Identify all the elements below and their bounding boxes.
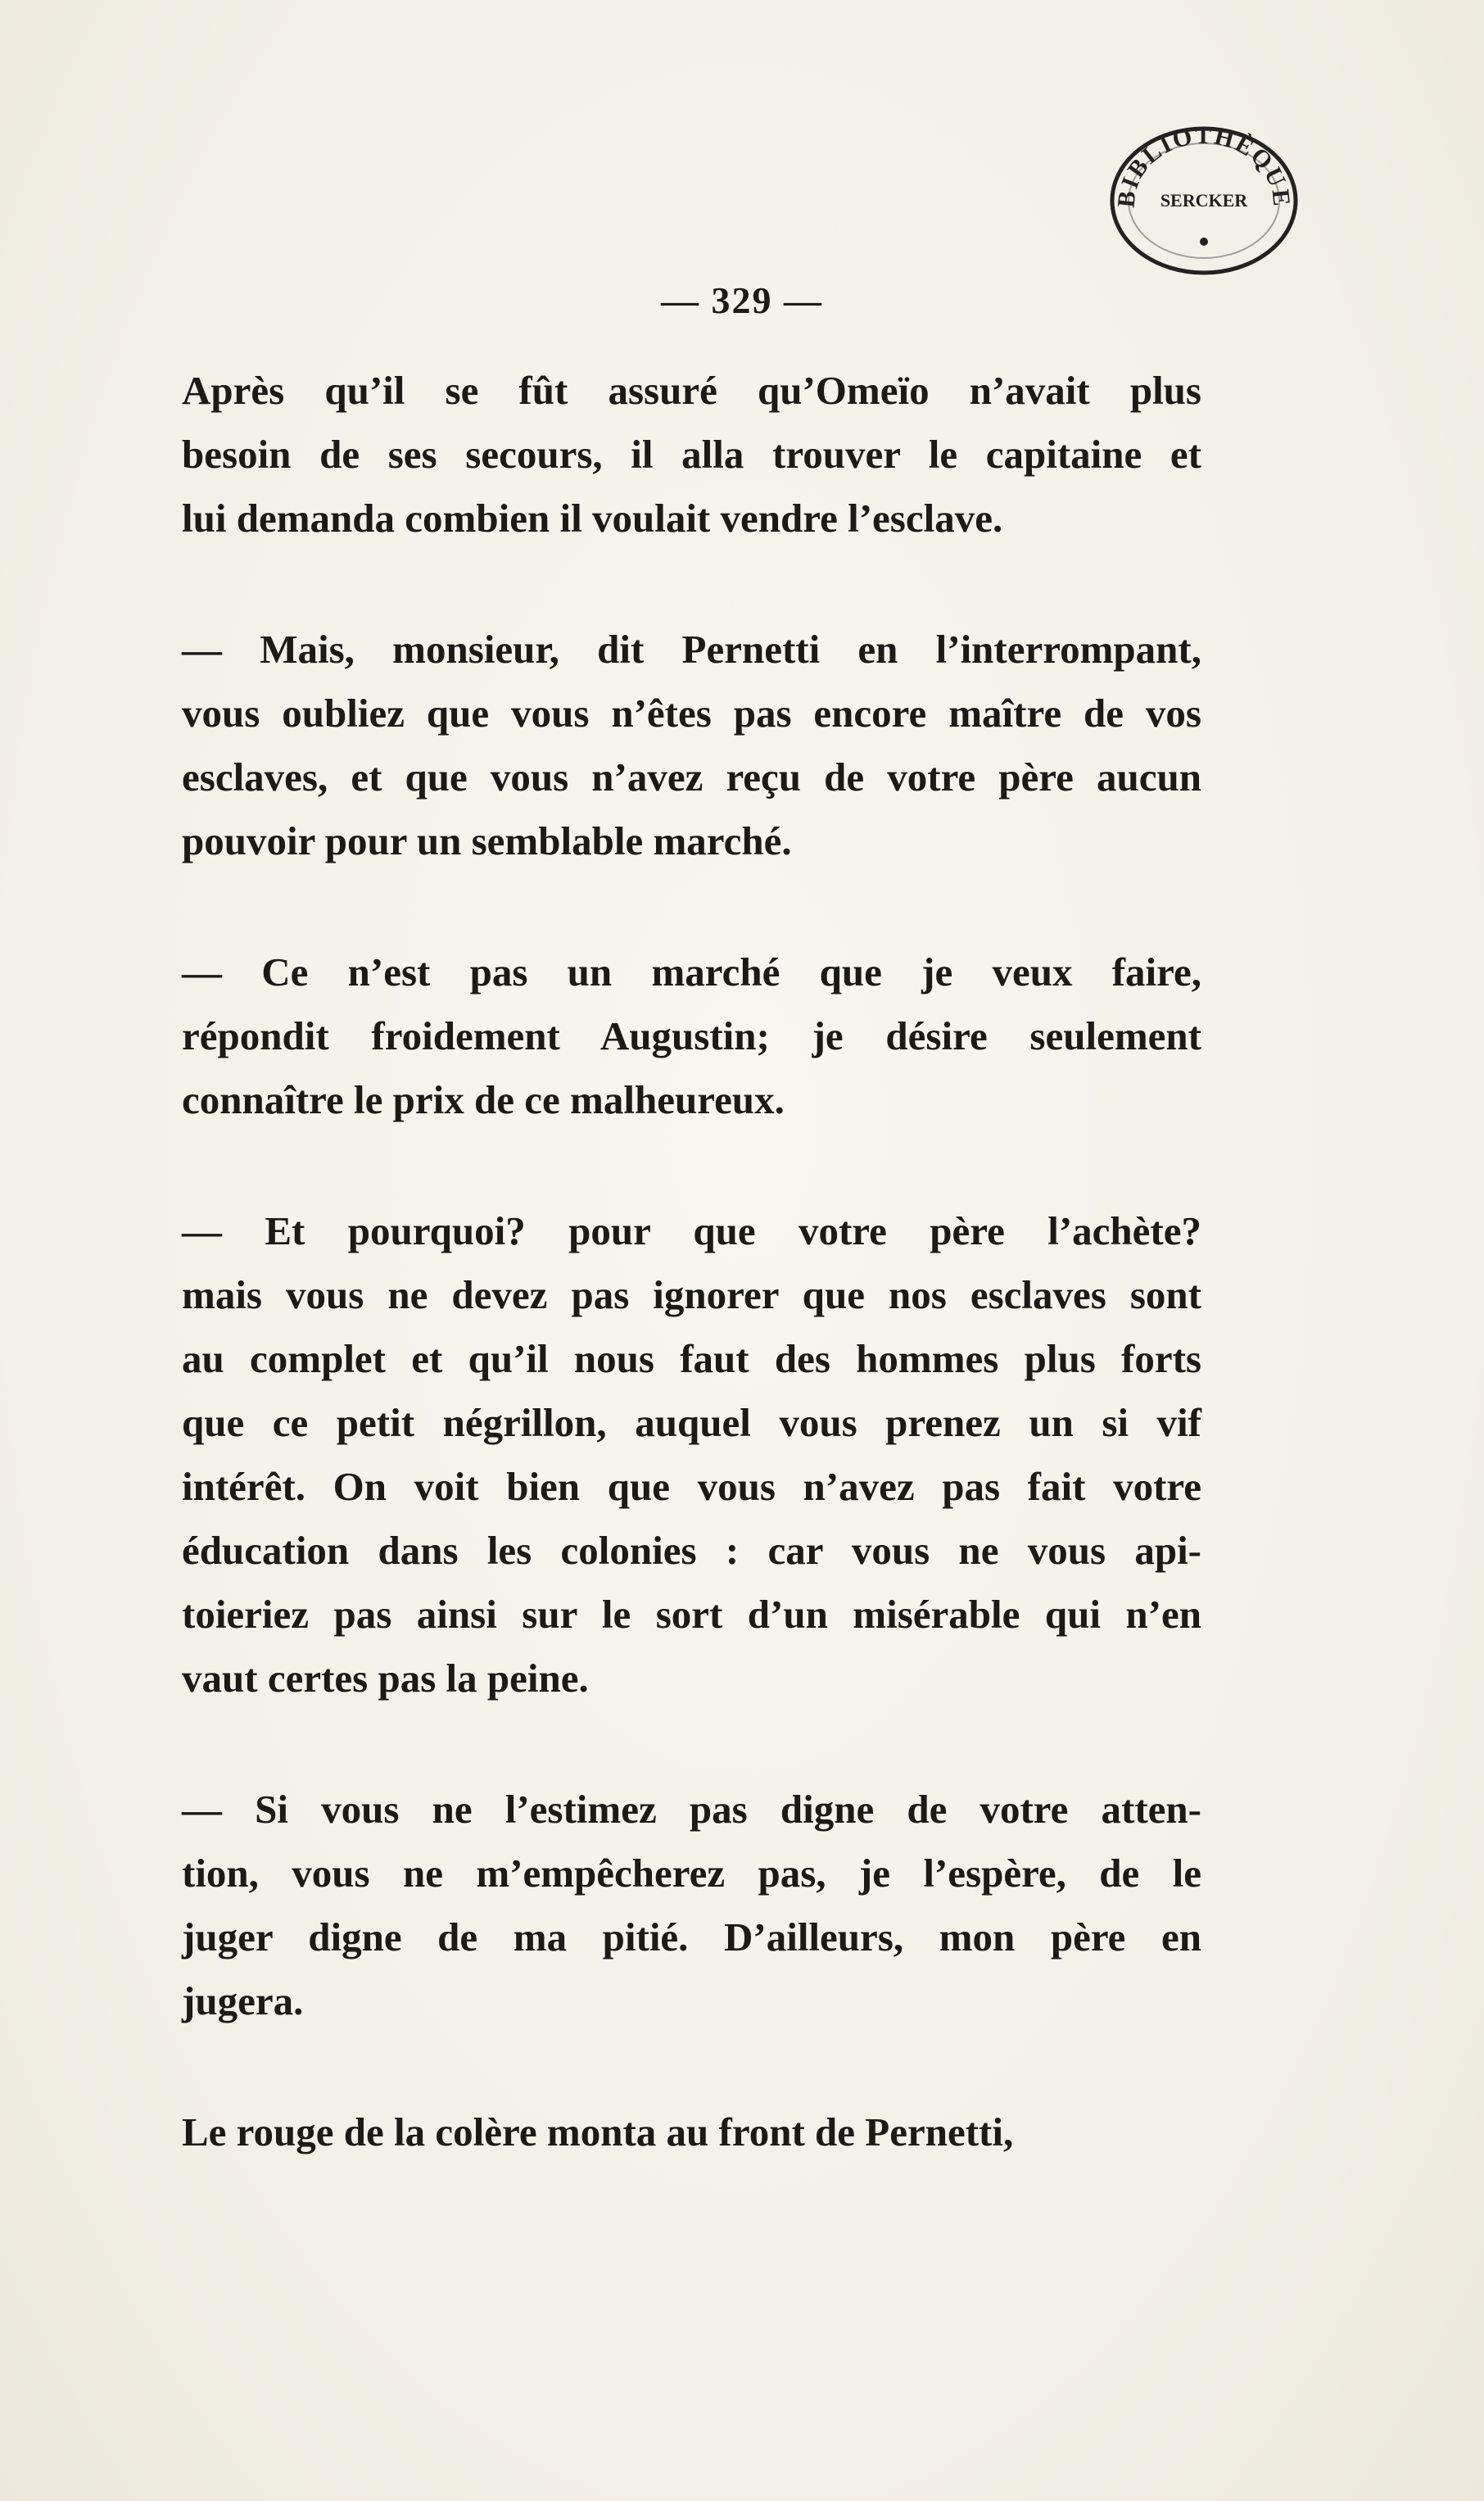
text-line: esclaves, et que vous n’avez reçu de votre père aucun bbox=[182, 754, 1201, 800]
text-line: — Si vous ne l’estimez pas digne de votre atten- bbox=[182, 1787, 1201, 1832]
page-body bbox=[124, 359, 1201, 2164]
text-line: juger digne de ma pitié. D’ailleurs, mon père en bbox=[182, 1914, 1201, 1960]
text-line: répondit froidement Augustin; je désire seulement bbox=[182, 1013, 1201, 1058]
paragraph bbox=[124, 1778, 1201, 2033]
text-line: besoin de ses secours, il alla trouver le capitaine et bbox=[182, 432, 1201, 477]
paragraph bbox=[124, 618, 1201, 873]
text-line: jugera. bbox=[182, 1978, 304, 2023]
text-line: — Mais, monsieur, dit Pernetti en l’interrompant, bbox=[182, 627, 1201, 672]
text-line: Après qu’il se fût assuré qu’Omeïo n’avait plus bbox=[182, 368, 1201, 413]
stamp-text-top: BIBLIOTHÈQUE bbox=[1112, 121, 1296, 209]
text-line: — Ce n’est pas un marché que je veux faire, bbox=[182, 949, 1201, 995]
text-line: éducation dans les colonies : car vous ne vous api- bbox=[182, 1528, 1201, 1573]
text-line: vous oubliez que vous n’êtes pas encore maître de vos bbox=[182, 691, 1201, 736]
paragraph bbox=[124, 1199, 1201, 1710]
stamp-text-middle: SERCKER bbox=[1160, 190, 1248, 211]
stamp-dot bbox=[1200, 238, 1208, 246]
paragraph bbox=[124, 940, 1201, 1132]
text-line: — Et pourquoi? pour que votre père l’achète? bbox=[182, 1208, 1201, 1253]
text-line: Le rouge de la colère monta au front de Pernetti, bbox=[182, 2109, 1014, 2154]
text-line: mais vous ne devez pas ignorer que nos esclaves sont bbox=[182, 1272, 1201, 1317]
text-line: intérêt. On voit bien que vous n’avez pas fait votre bbox=[182, 1464, 1201, 1509]
text-line: tion, vous ne m’empêcherez pas, je l’espère, de le bbox=[182, 1851, 1201, 1896]
library-stamp bbox=[1102, 106, 1306, 279]
text-line: connaître le prix de ce malheureux. bbox=[182, 1077, 785, 1122]
paragraph bbox=[124, 2100, 1201, 2164]
text-line: que ce petit négrillon, auquel vous prenez un si vif bbox=[182, 1400, 1201, 1445]
text-line: pouvoir pour un semblable marché. bbox=[182, 818, 792, 863]
text-line: lui demanda combien il voulait vendre l’esclave. bbox=[182, 496, 1003, 541]
paragraph bbox=[124, 359, 1201, 550]
page-number: — 329 — bbox=[661, 279, 823, 321]
text-line: vaut certes pas la peine. bbox=[182, 1656, 589, 1701]
text-line: toieriez pas ainsi sur le sort d’un misérable qui n’en bbox=[182, 1592, 1201, 1637]
text-line: au complet et qu’il nous faut des hommes plus forts bbox=[182, 1336, 1201, 1381]
